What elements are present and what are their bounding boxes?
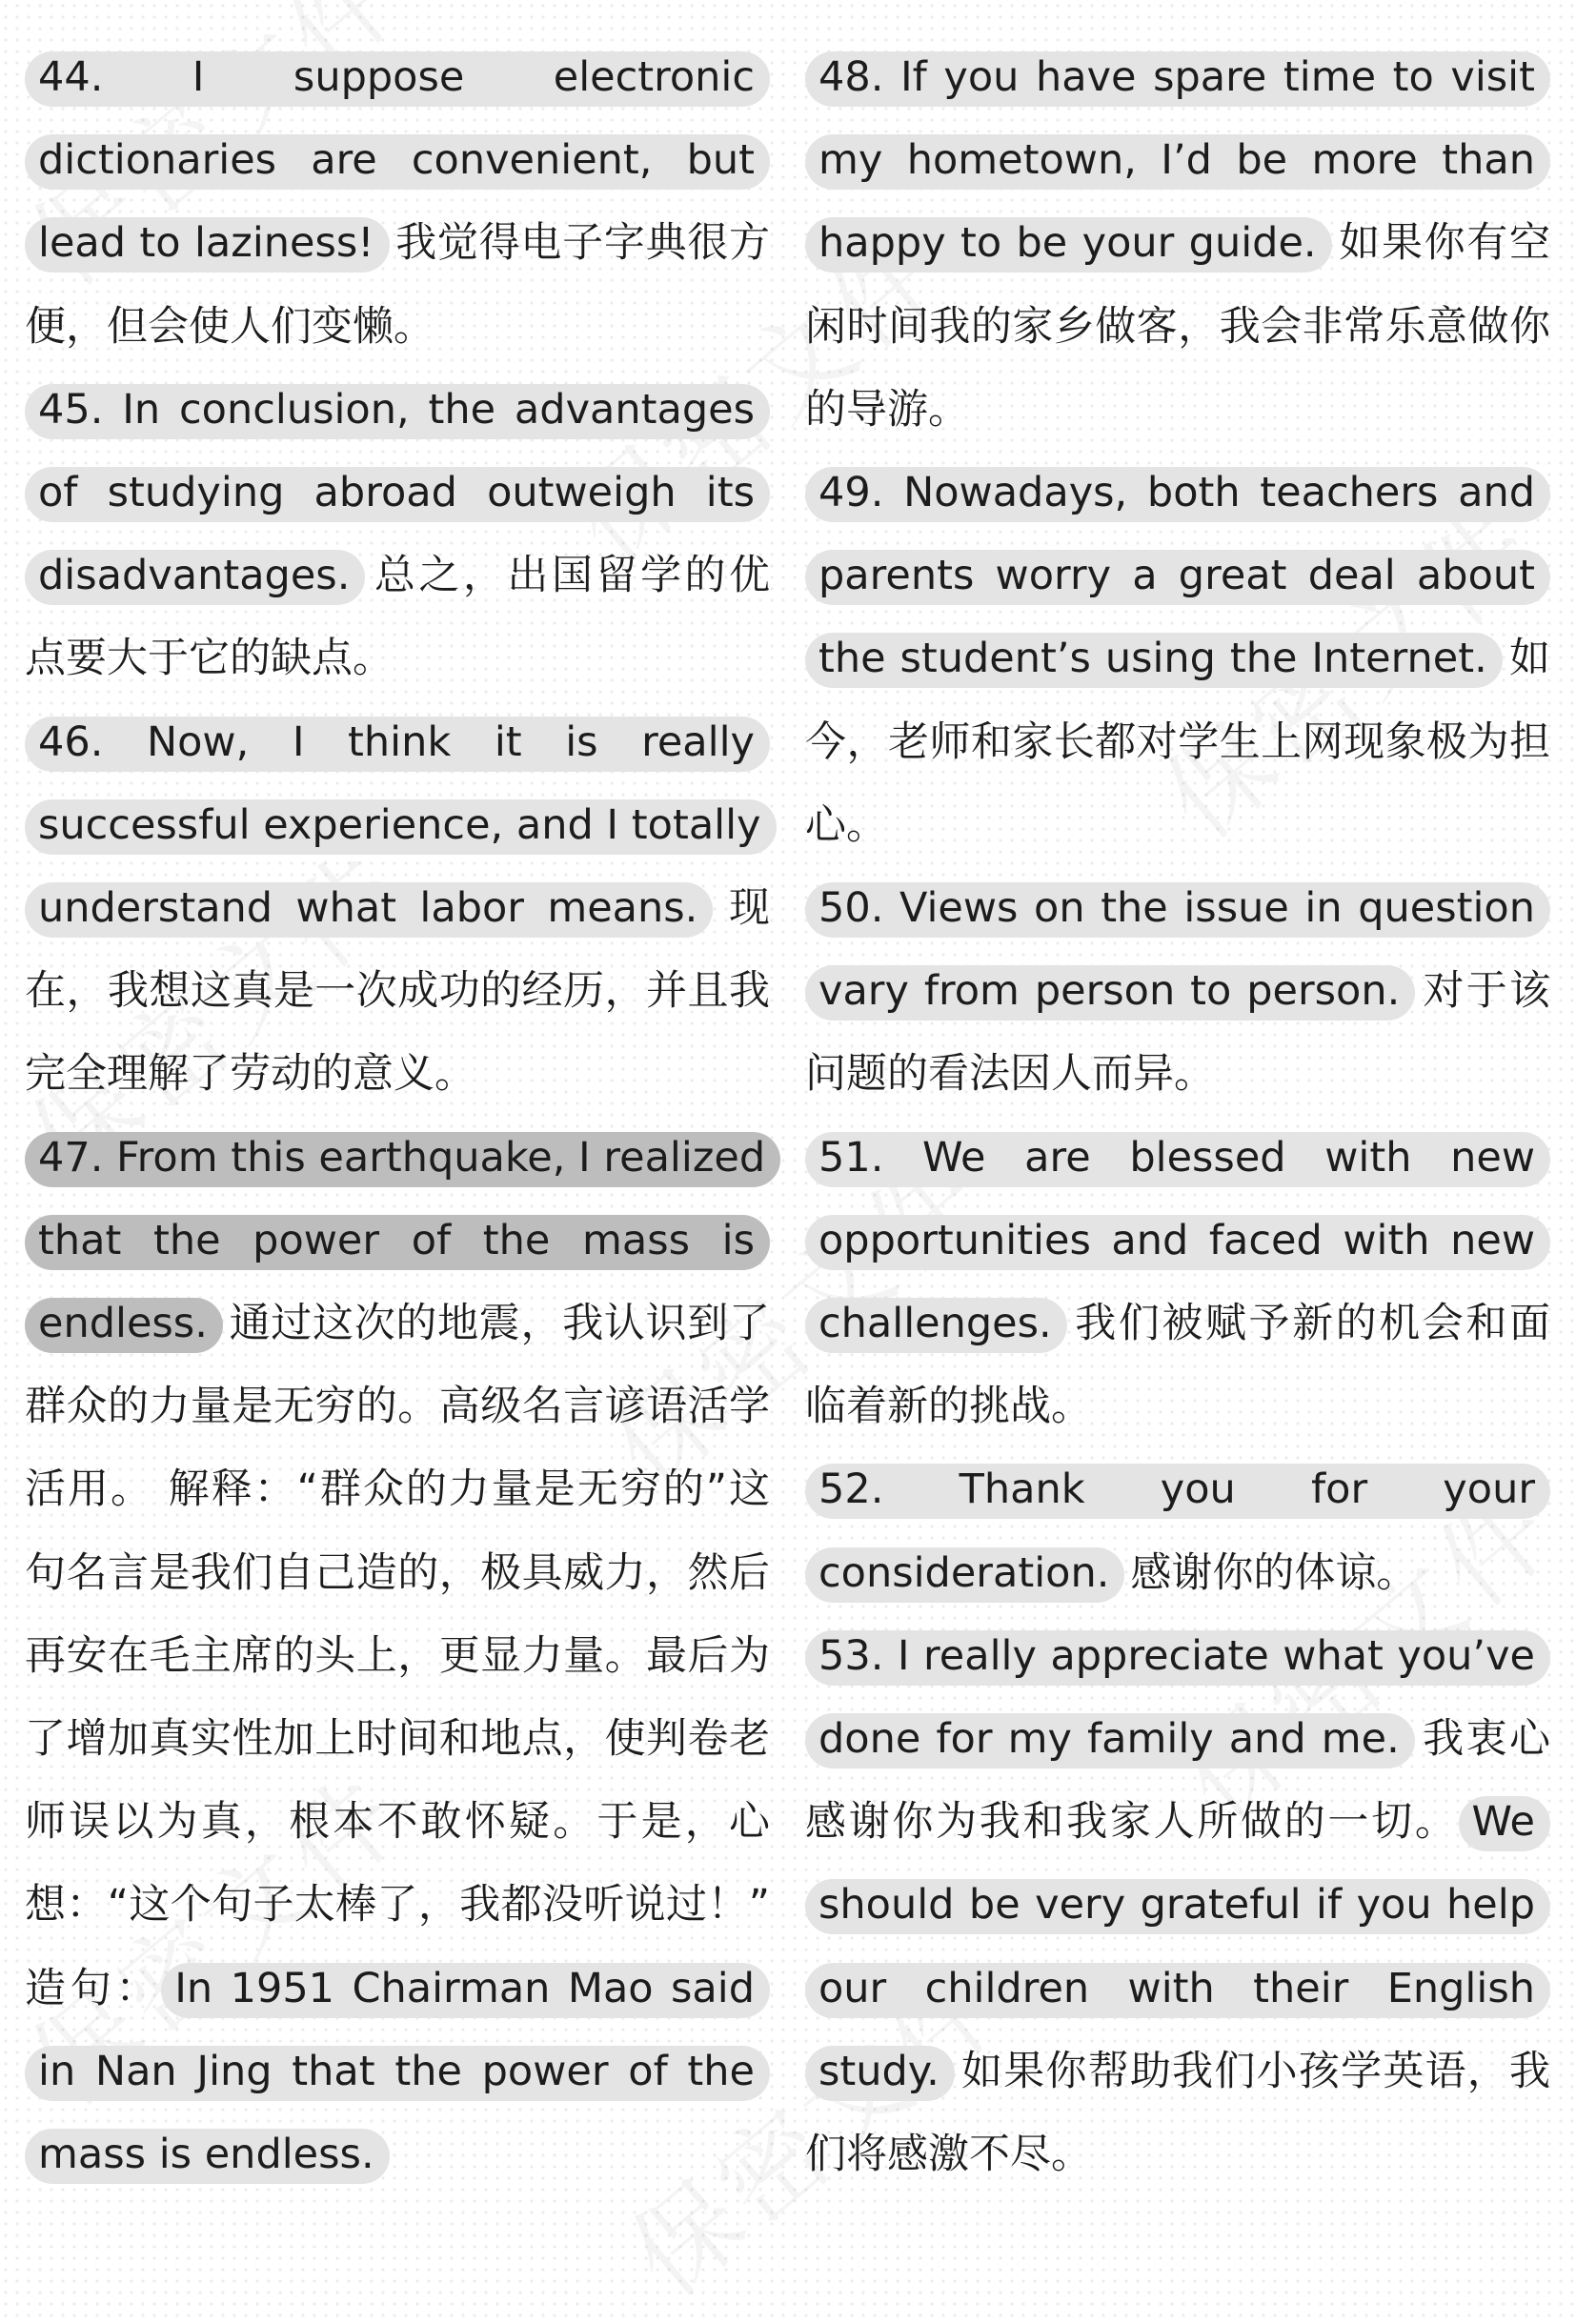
english-sentence: 51. We are blessed with new opportunities and faced with new challenges. [805, 1132, 1550, 1353]
english-sentence-2: We should be very grateful if you help our children with their English study. [805, 1796, 1550, 2101]
chinese-translation: 感谢你的体谅。 [1130, 1548, 1418, 1597]
english-sentence: 47. From this earthquake, I realized that the power of the mass is endless. [25, 1132, 780, 1353]
sentence-50 [805, 867, 1550, 1117]
chinese-translation: 现在，我想这真是一次成功的经历，并且我完全理解了劳动的意义。 [25, 884, 771, 1099]
english-sentence: 48. If you have spare time to visit my hometown, I’d be more than happy to be your guide. [805, 51, 1550, 273]
chinese-translation: 我们被赋予新的机会和面临着新的挑战。 [805, 1300, 1550, 1431]
english-sentence: 50. Views on the issue in question vary from person to person. [805, 882, 1550, 1021]
sentence-53 [805, 1615, 1550, 2196]
right-column [805, 36, 1550, 2196]
chinese-translation-2: 如果你帮助我们小孩学英语，我们将感激不尽。 [805, 2047, 1550, 2179]
chinese-translation: 对于该问题的看法因人而异。 [805, 967, 1550, 1099]
explanation-note: 高级名言谚语活学活用。 解释：“群众的力量是无穷的”这句名言是我们自己造的，极具威力，然后再安在毛主席的头上，更显力量。最后为了增加真实性加上时间和地点，使判卷老师误以为真，根本不敢怀疑。于是，心想：“这个句子太棒了，我都没听说过！” 造句： [25, 1383, 771, 2012]
english-sentence: 49. Nowadays, both teachers and parents worry a great deal about the student’s using the Internet. [805, 467, 1550, 688]
sentence-47 [25, 1117, 770, 2197]
left-column [25, 36, 770, 2196]
sentence-44 [25, 36, 770, 369]
chinese-translation: 总之，出国留学的优点要大于它的缺点。 [25, 552, 770, 683]
chinese-translation: 如果你有空闲时间我的家乡做客，我会非常乐意做你的导游。 [805, 219, 1550, 434]
chinese-translation: 我衷心感谢你为我和我家人所做的一切。 [805, 1715, 1550, 1847]
english-sentence: 44. I suppose electronic dictionaries are convenient, but lead to laziness! [25, 51, 770, 273]
sentence-48 [805, 36, 1550, 452]
english-sentence: 53. I really appreciate what you’ve done for my family and me. [805, 1630, 1550, 1768]
chinese-translation: 如今，老师和家长都对学生上网现象极为担心。 [805, 635, 1550, 849]
chinese-translation: 通过这次的地震，我认识到了群众的力量是无穷的。 [25, 1300, 770, 1431]
english-sentence: 52. Thank you for your consideration. [805, 1464, 1550, 1602]
sentence-52 [805, 1448, 1550, 1614]
chinese-translation: 我觉得电子字典很方便，但会使人们变懒。 [25, 219, 771, 351]
sentence-51 [805, 1117, 1550, 1449]
sentence-49 [805, 452, 1550, 867]
sentence-46 [25, 701, 770, 1117]
example-sentence: In 1951 Chairman Mao said in Nan Jing that the power of the mass is endless. [25, 1963, 770, 2184]
english-sentence: 46. Now, I think it is really successful experience, and I totally understand what labor means. [25, 717, 777, 938]
sentence-45 [25, 369, 770, 701]
english-sentence: 45. In conclusion, the advantages of studying abroad outweigh its disadvantages. [25, 384, 770, 605]
